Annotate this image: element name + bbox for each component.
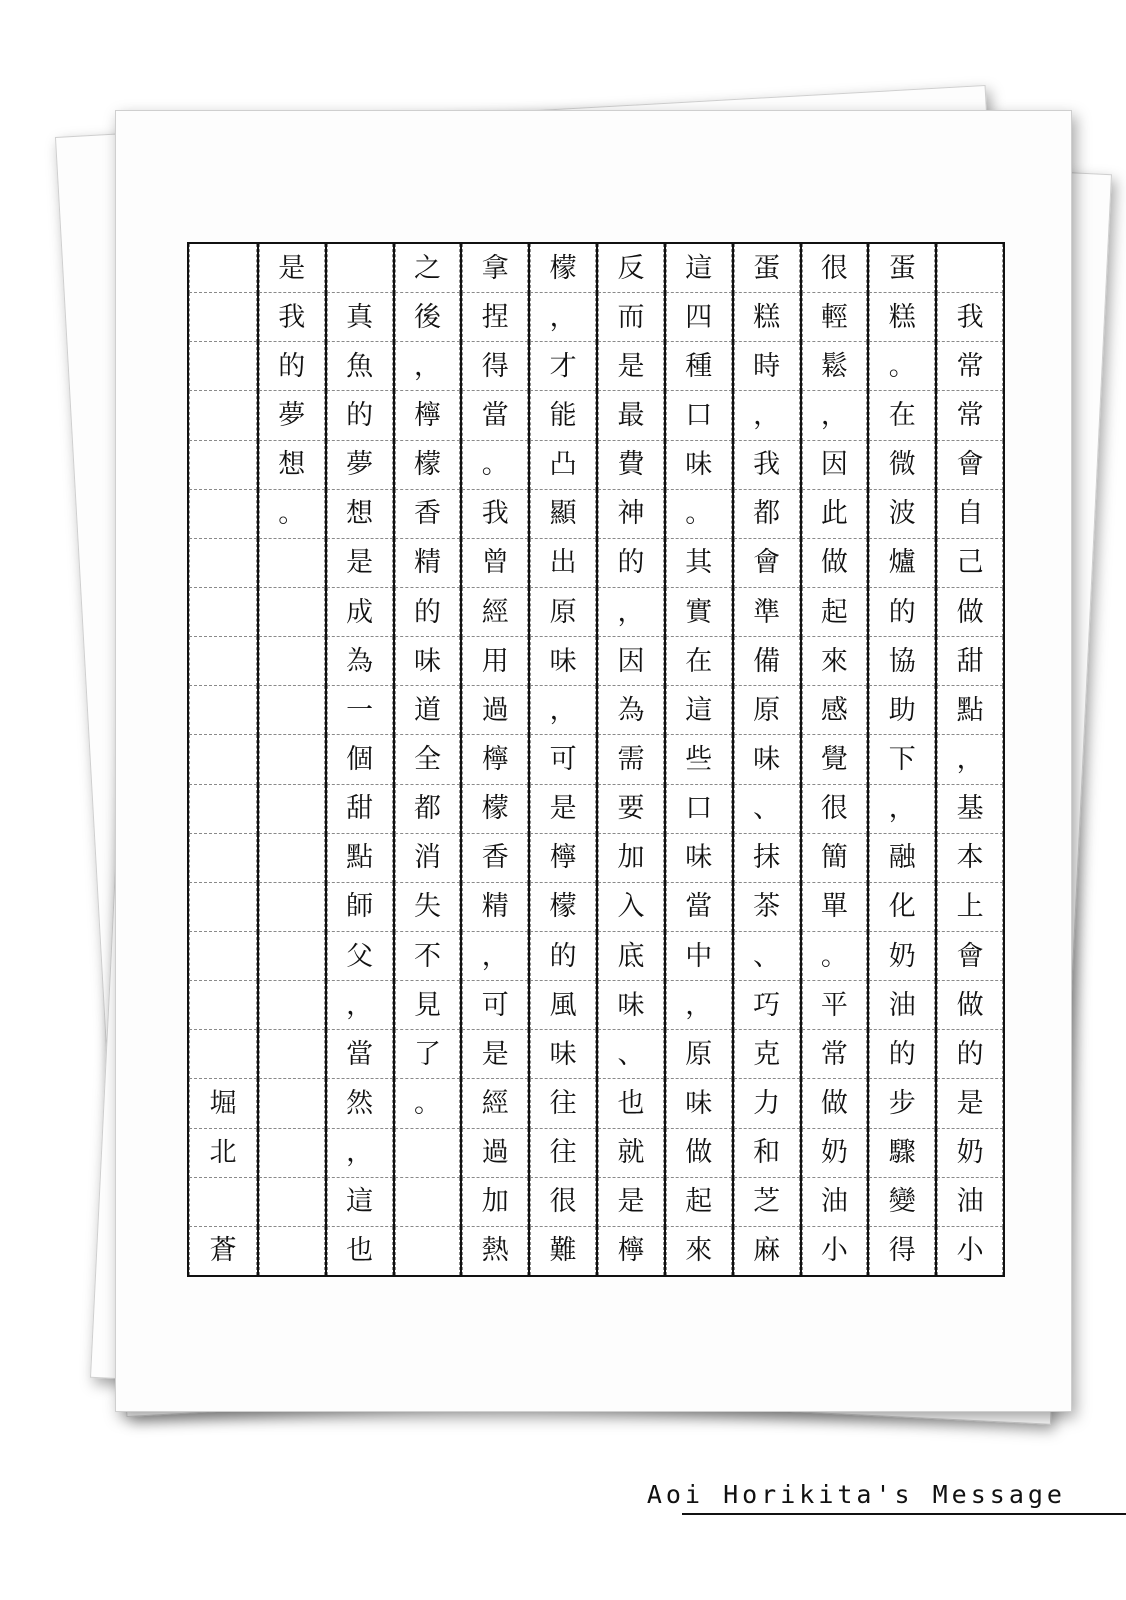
manuscript-cell: 不 [395, 932, 461, 981]
manuscript-cell [189, 441, 257, 490]
manuscript-cell: 就 [598, 1129, 664, 1178]
manuscript-cell: 加 [462, 1178, 528, 1227]
manuscript-cell: 、 [598, 1030, 664, 1079]
manuscript-column [460, 244, 528, 1275]
manuscript-cell: 為 [598, 686, 664, 735]
manuscript-cell: 很 [802, 785, 868, 834]
manuscript-column [867, 244, 935, 1275]
manuscript-cell: 而 [598, 293, 664, 342]
manuscript-cell [327, 244, 393, 293]
manuscript-cell: 助 [869, 686, 935, 735]
manuscript-cell: 油 [869, 981, 935, 1030]
manuscript-cell: 油 [937, 1178, 1003, 1227]
manuscript-cell [189, 1178, 257, 1227]
manuscript-cell: 味 [530, 1030, 596, 1079]
manuscript-cell: 很 [802, 244, 868, 293]
manuscript-cell [259, 686, 325, 735]
caption-title: Aoi Horikita's Message [646, 1480, 1066, 1509]
manuscript-cell: ， [462, 932, 528, 981]
manuscript-cell: 檬 [462, 785, 528, 834]
manuscript-cell: 捏 [462, 293, 528, 342]
manuscript-cell: ， [395, 342, 461, 391]
manuscript-cell: 的 [259, 342, 325, 391]
manuscript-cell: 了 [395, 1030, 461, 1079]
manuscript-cell [189, 932, 257, 981]
manuscript-cell: 自 [937, 490, 1003, 539]
manuscript-cell: 檸 [598, 1227, 664, 1275]
manuscript-cell: 常 [802, 1030, 868, 1079]
manuscript-cell: 都 [734, 490, 800, 539]
manuscript-cell: 味 [530, 637, 596, 686]
manuscript-cell [189, 1030, 257, 1079]
manuscript-cell: 克 [734, 1030, 800, 1079]
manuscript-column [664, 244, 732, 1275]
manuscript-cell: 本 [937, 834, 1003, 883]
manuscript-cell [259, 1079, 325, 1128]
manuscript-cell: 得 [869, 1227, 935, 1275]
manuscript-cell: 會 [937, 441, 1003, 490]
manuscript-cell: 。 [462, 441, 528, 490]
manuscript-cell: ， [802, 391, 868, 440]
manuscript-cell: 味 [666, 834, 732, 883]
manuscript-cell: 費 [598, 441, 664, 490]
manuscript-cell: 己 [937, 539, 1003, 588]
manuscript-cell [259, 785, 325, 834]
manuscript-cell: 消 [395, 834, 461, 883]
manuscript-cell: 一 [327, 686, 393, 735]
manuscript-cell: 檬 [395, 441, 461, 490]
manuscript-cell: 的 [937, 1030, 1003, 1079]
manuscript-cell: ， [327, 981, 393, 1030]
manuscript-cell: 做 [802, 1079, 868, 1128]
manuscript-cell: 凸 [530, 441, 596, 490]
manuscript-cell: 最 [598, 391, 664, 440]
manuscript-cell: 此 [802, 490, 868, 539]
manuscript-cell: 夢 [327, 441, 393, 490]
manuscript-cell: 糕 [734, 293, 800, 342]
manuscript-cell: 見 [395, 981, 461, 1030]
manuscript-cell: 起 [666, 1178, 732, 1227]
manuscript-cell: 當 [327, 1030, 393, 1079]
manuscript-cell: ， [734, 391, 800, 440]
manuscript-cell: 為 [327, 637, 393, 686]
manuscript-cell: 糕 [869, 293, 935, 342]
manuscript-cell: 風 [530, 981, 596, 1030]
manuscript-cell [259, 1227, 325, 1275]
manuscript-cell: 拿 [462, 244, 528, 293]
manuscript-column [732, 244, 800, 1275]
manuscript-cell: 是 [530, 785, 596, 834]
manuscript-cell: 可 [462, 981, 528, 1030]
manuscript-cell: 師 [327, 883, 393, 932]
manuscript-cell: 的 [530, 932, 596, 981]
manuscript-cell: 檸 [530, 834, 596, 883]
manuscript-cell: 會 [734, 539, 800, 588]
manuscript-cell: 力 [734, 1079, 800, 1128]
manuscript-cell: 波 [869, 490, 935, 539]
manuscript-cell: 個 [327, 735, 393, 784]
manuscript-cell: 可 [530, 735, 596, 784]
manuscript-cell: 口 [666, 785, 732, 834]
manuscript-cell: 是 [327, 539, 393, 588]
manuscript-cell: 真 [327, 293, 393, 342]
manuscript-cell: 想 [259, 441, 325, 490]
manuscript-cell: 的 [395, 588, 461, 637]
manuscript-cell [189, 883, 257, 932]
manuscript-column [189, 244, 257, 1275]
manuscript-cell: ， [869, 785, 935, 834]
manuscript-cell [189, 490, 257, 539]
manuscript-cell: 當 [462, 391, 528, 440]
manuscript-cell: 芝 [734, 1178, 800, 1227]
manuscript-cell: 曾 [462, 539, 528, 588]
manuscript-cell: 這 [327, 1178, 393, 1227]
manuscript-cell: 成 [327, 588, 393, 637]
manuscript-cell [189, 785, 257, 834]
manuscript-cell: 是 [598, 1178, 664, 1227]
manuscript-cell: 也 [327, 1227, 393, 1275]
manuscript-cell: 能 [530, 391, 596, 440]
manuscript-cell: 四 [666, 293, 732, 342]
manuscript-cell: 用 [462, 637, 528, 686]
manuscript-cell: 是 [937, 1079, 1003, 1128]
manuscript-cell [259, 981, 325, 1030]
manuscript-cell: 經 [462, 588, 528, 637]
manuscript-cell: 味 [734, 735, 800, 784]
manuscript-cell: 魚 [327, 342, 393, 391]
manuscript-cell: 做 [666, 1129, 732, 1178]
manuscript-cell: 當 [666, 883, 732, 932]
manuscript-cell: 我 [734, 441, 800, 490]
manuscript-cell: 檸 [395, 391, 461, 440]
manuscript-cell [189, 637, 257, 686]
manuscript-cell: ， [327, 1129, 393, 1178]
manuscript-cell: 驟 [869, 1129, 935, 1178]
manuscript-cell: 堀 [189, 1079, 257, 1128]
manuscript-cell [259, 932, 325, 981]
manuscript-cell: 我 [937, 293, 1003, 342]
manuscript-cell: 我 [259, 293, 325, 342]
manuscript-cell [189, 588, 257, 637]
manuscript-cell [189, 342, 257, 391]
manuscript-cell: 起 [802, 588, 868, 637]
manuscript-cell: 在 [666, 637, 732, 686]
manuscript-cell: 。 [395, 1079, 461, 1128]
manuscript-cell [189, 391, 257, 440]
manuscript-cell: 道 [395, 686, 461, 735]
manuscript-cell: 檸 [462, 735, 528, 784]
manuscript-cell: 的 [869, 588, 935, 637]
manuscript-cell: 奶 [937, 1129, 1003, 1178]
manuscript-cell: 是 [598, 342, 664, 391]
manuscript-cell [395, 1227, 461, 1275]
manuscript-cell: 變 [869, 1178, 935, 1227]
manuscript-cell: ， [666, 981, 732, 1030]
manuscript-column [528, 244, 596, 1275]
manuscript-cell: 然 [327, 1079, 393, 1128]
manuscript-cell: 點 [327, 834, 393, 883]
manuscript-cell: 往 [530, 1129, 596, 1178]
manuscript-cell: 爐 [869, 539, 935, 588]
manuscript-cell [259, 1178, 325, 1227]
manuscript-cell: 。 [259, 490, 325, 539]
manuscript-cell: 、 [734, 932, 800, 981]
manuscript-cell: 。 [869, 342, 935, 391]
manuscript-cell: 小 [802, 1227, 868, 1275]
manuscript-cell: 些 [666, 735, 732, 784]
manuscript-cell: 都 [395, 785, 461, 834]
manuscript-cell: 平 [802, 981, 868, 1030]
manuscript-cell: 的 [598, 539, 664, 588]
manuscript-cell: ， [937, 735, 1003, 784]
manuscript-cell [189, 834, 257, 883]
manuscript-cell: 蛋 [869, 244, 935, 293]
manuscript-cell [259, 588, 325, 637]
manuscript-cell: 。 [666, 490, 732, 539]
manuscript-cell: 檬 [530, 883, 596, 932]
manuscript-cell: 其 [666, 539, 732, 588]
manuscript-cell: 是 [462, 1030, 528, 1079]
manuscript-cell: 味 [598, 981, 664, 1030]
manuscript-cell [259, 834, 325, 883]
manuscript-cell: 父 [327, 932, 393, 981]
manuscript-cell: 覺 [802, 735, 868, 784]
manuscript-column [935, 244, 1003, 1275]
manuscript-cell [259, 1129, 325, 1178]
manuscript-cell: 出 [530, 539, 596, 588]
manuscript-cell [259, 883, 325, 932]
manuscript-cell: 過 [462, 686, 528, 735]
manuscript-cell: 蒼 [189, 1227, 257, 1275]
manuscript-cell: 之 [395, 244, 461, 293]
manuscript-cell [937, 244, 1003, 293]
manuscript-cell: 鬆 [802, 342, 868, 391]
manuscript-column [257, 244, 325, 1275]
manuscript-cell: 加 [598, 834, 664, 883]
manuscript-cell: 融 [869, 834, 935, 883]
manuscript-cell: 抹 [734, 834, 800, 883]
manuscript-cell: 步 [869, 1079, 935, 1128]
manuscript-cell: 簡 [802, 834, 868, 883]
manuscript-cell: 過 [462, 1129, 528, 1178]
manuscript-cell: 化 [869, 883, 935, 932]
manuscript-cell: 實 [666, 588, 732, 637]
manuscript-cell: 底 [598, 932, 664, 981]
manuscript-cell: 熱 [462, 1227, 528, 1275]
manuscript-cell: 上 [937, 883, 1003, 932]
manuscript-cell: 反 [598, 244, 664, 293]
manuscript-cell: 單 [802, 883, 868, 932]
manuscript-cell: 原 [530, 588, 596, 637]
manuscript-cell [189, 981, 257, 1030]
manuscript-cell: 檬 [530, 244, 596, 293]
manuscript-cell: 也 [598, 1079, 664, 1128]
manuscript-cell: 因 [598, 637, 664, 686]
manuscript-cell: 微 [869, 441, 935, 490]
manuscript-cell: 香 [462, 834, 528, 883]
manuscript-cell: ， [598, 588, 664, 637]
manuscript-column [596, 244, 664, 1275]
manuscript-cell: 香 [395, 490, 461, 539]
manuscript-cell: 奶 [869, 932, 935, 981]
manuscript-cell: 做 [937, 981, 1003, 1030]
manuscript-cell: 這 [666, 686, 732, 735]
manuscript-cell: 巧 [734, 981, 800, 1030]
manuscript-cell: 在 [869, 391, 935, 440]
manuscript-cell: 會 [937, 932, 1003, 981]
manuscript-cell [189, 686, 257, 735]
manuscript-cell: 得 [462, 342, 528, 391]
manuscript-column [800, 244, 868, 1275]
manuscript-cell: 北 [189, 1129, 257, 1178]
manuscript-cell: 往 [530, 1079, 596, 1128]
manuscript-cell: 點 [937, 686, 1003, 735]
manuscript-cell: 才 [530, 342, 596, 391]
manuscript-cell: 這 [666, 244, 732, 293]
manuscript-cell [189, 735, 257, 784]
manuscript-grid [187, 242, 1005, 1277]
manuscript-cell: 的 [869, 1030, 935, 1079]
manuscript-cell [189, 539, 257, 588]
manuscript-cell: 顯 [530, 490, 596, 539]
manuscript-cell: 全 [395, 735, 461, 784]
manuscript-cell: 茶 [734, 883, 800, 932]
manuscript-cell: 要 [598, 785, 664, 834]
manuscript-cell: 協 [869, 637, 935, 686]
manuscript-cell [259, 539, 325, 588]
manuscript-cell: 做 [937, 588, 1003, 637]
manuscript-cell: 、 [734, 785, 800, 834]
manuscript-cell: 口 [666, 391, 732, 440]
manuscript-cell: 難 [530, 1227, 596, 1275]
manuscript-cell: 奶 [802, 1129, 868, 1178]
manuscript-cell: 做 [802, 539, 868, 588]
manuscript-cell: 夢 [259, 391, 325, 440]
manuscript-cell: 需 [598, 735, 664, 784]
manuscript-cell: 來 [802, 637, 868, 686]
manuscript-cell: 準 [734, 588, 800, 637]
manuscript-cell: 時 [734, 342, 800, 391]
manuscript-cell: 失 [395, 883, 461, 932]
manuscript-column [393, 244, 461, 1275]
manuscript-cell: 原 [734, 686, 800, 735]
manuscript-cell: 小 [937, 1227, 1003, 1275]
manuscript-cell: ， [530, 293, 596, 342]
manuscript-cell [395, 1129, 461, 1178]
manuscript-cell: 想 [327, 490, 393, 539]
manuscript-cell: 來 [666, 1227, 732, 1275]
manuscript-cell: 因 [802, 441, 868, 490]
manuscript-cell: 精 [395, 539, 461, 588]
manuscript-cell: 。 [802, 932, 868, 981]
manuscript-cell: 經 [462, 1079, 528, 1128]
manuscript-cell: 入 [598, 883, 664, 932]
manuscript-cell: 的 [327, 391, 393, 440]
manuscript-cell: 感 [802, 686, 868, 735]
manuscript-cell: ， [530, 686, 596, 735]
manuscript-cell: 味 [666, 1079, 732, 1128]
manuscript-cell: 常 [937, 391, 1003, 440]
manuscript-cell: 甜 [937, 637, 1003, 686]
manuscript-cell: 味 [395, 637, 461, 686]
manuscript-cell: 我 [462, 490, 528, 539]
manuscript-cell: 下 [869, 735, 935, 784]
manuscript-cell: 後 [395, 293, 461, 342]
manuscript-cell: 神 [598, 490, 664, 539]
manuscript-cell: 備 [734, 637, 800, 686]
manuscript-cell [259, 735, 325, 784]
manuscript-cell: 種 [666, 342, 732, 391]
manuscript-cell [395, 1178, 461, 1227]
manuscript-cell: 是 [259, 244, 325, 293]
manuscript-cell: 常 [937, 342, 1003, 391]
manuscript-cell [259, 1030, 325, 1079]
manuscript-cell: 甜 [327, 785, 393, 834]
manuscript-cell: 蛋 [734, 244, 800, 293]
manuscript-cell: 原 [666, 1030, 732, 1079]
manuscript-cell [189, 244, 257, 293]
manuscript-cell: 精 [462, 883, 528, 932]
manuscript-cell: 基 [937, 785, 1003, 834]
manuscript-cell: 味 [666, 441, 732, 490]
manuscript-cell: 麻 [734, 1227, 800, 1275]
manuscript-cell: 很 [530, 1178, 596, 1227]
manuscript-cell: 油 [802, 1178, 868, 1227]
manuscript-cell: 輕 [802, 293, 868, 342]
manuscript-cell [189, 293, 257, 342]
manuscript-column [325, 244, 393, 1275]
manuscript-cell: 和 [734, 1129, 800, 1178]
manuscript-cell: 中 [666, 932, 732, 981]
caption-underline [682, 1513, 1126, 1515]
manuscript-cell [259, 637, 325, 686]
